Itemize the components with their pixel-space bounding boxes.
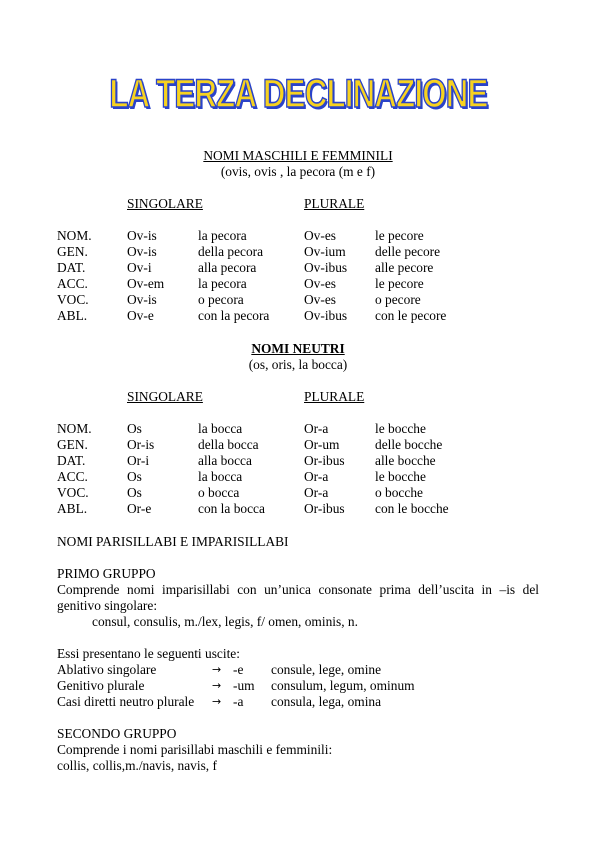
table-cell-plural-form: Ov-es	[304, 276, 336, 291]
table-cell-plural-form: Ov-es	[304, 292, 336, 307]
table-cell-plural-translation: le bocche	[375, 469, 426, 484]
table-cell-singular-form: Ov-e	[127, 308, 154, 323]
table-cell-plural-translation: le bocche	[375, 421, 426, 436]
table-cell-singular-form: Or-is	[127, 437, 155, 452]
table-cell-case-label: ABL.	[57, 308, 88, 323]
table-cell-plural-form: Or-a	[304, 469, 329, 484]
parisyllabic-heading: NOMI PARISILLABI E IMPARISILLABI	[57, 534, 289, 549]
table-cell-plural-translation: delle pecore	[375, 244, 441, 259]
table-cell-singular-translation: la bocca	[198, 469, 243, 484]
table-cell-singular-translation: della bocca	[198, 437, 259, 452]
table-cell-plural-form: Ov-ibus	[304, 308, 348, 323]
page-title: LA TERZA DECLINAZIONE	[108, 72, 488, 116]
table-cell-case-label: GEN.	[57, 437, 88, 452]
section2-subheading: (os, oris, la bocca)	[248, 357, 348, 372]
ending-suffix: -a	[233, 694, 244, 709]
section1-singular-label: SINGOLARE	[127, 196, 203, 211]
table-cell-singular-form: Or-i	[127, 453, 150, 468]
table-cell-case-label: ACC.	[57, 469, 88, 484]
table-cell-plural-translation: con le pecore	[375, 308, 447, 323]
table-cell-plural-translation: alle pecore	[375, 260, 434, 275]
table-cell-case-label: ABL.	[57, 501, 88, 516]
table-cell-singular-translation: la pecora	[198, 276, 247, 291]
table-cell-plural-form: Ov-es	[304, 228, 336, 243]
table-cell-case-label: DAT.	[57, 453, 86, 468]
table-cell-singular-form: Ov-is	[127, 244, 157, 259]
table-cell-case-label: VOC.	[57, 292, 89, 307]
table-cell-singular-form: Ov-is	[127, 292, 157, 307]
table-cell-plural-translation: o pecore	[375, 292, 421, 307]
table-cell-plural-translation: le pecore	[375, 228, 424, 243]
table-cell-singular-translation: con la bocca	[198, 501, 265, 516]
table-cell-plural-translation: o bocche	[375, 485, 423, 500]
ending-label: Casi diretti neutro plurale	[57, 694, 195, 709]
table-cell-plural-translation: alle bocche	[375, 453, 436, 468]
table-cell-plural-translation: con le bocche	[375, 501, 449, 516]
table-cell-plural-translation: le pecore	[375, 276, 424, 291]
table-cell-plural-form: Ov-ium	[304, 244, 346, 259]
ending-suffix: -um	[233, 678, 255, 693]
table-cell-case-label: DAT.	[57, 260, 86, 275]
table-cell-singular-translation: o pecora	[198, 292, 244, 307]
table-cell-case-label: GEN.	[57, 244, 88, 259]
section1-heading: NOMI MASCHILI E FEMMINILI	[203, 148, 393, 163]
section1-plural-label: PLURALE	[304, 196, 365, 211]
table-cell-singular-translation: alla bocca	[198, 453, 252, 468]
table-cell-case-label: NOM.	[57, 228, 92, 243]
table-cell-plural-form: Or-a	[304, 421, 329, 436]
page-title-wrap	[0, 72, 596, 117]
table-cell-singular-translation: alla pecora	[198, 260, 257, 275]
table-cell-plural-form: Ov-ibus	[304, 260, 348, 275]
arrow-icon: →	[212, 679, 222, 692]
table-cell-singular-translation: con la pecora	[198, 308, 270, 323]
group1-intro: Essi presentano le seguenti uscite:	[57, 646, 240, 661]
section2-singular-label: SINGOLARE	[127, 389, 203, 404]
table-cell-singular-form: Os	[127, 421, 142, 436]
ending-examples: consula, lega, omina	[271, 694, 382, 709]
table-cell-plural-translation: delle bocche	[375, 437, 443, 452]
ending-suffix: -e	[233, 662, 244, 677]
table-cell-singular-translation: la bocca	[198, 421, 243, 436]
table-cell-plural-form: Or-a	[304, 485, 329, 500]
ending-label: Genitivo plurale	[57, 678, 145, 693]
group2-text: Comprende i nomi parisillabi maschili e femminili:	[57, 742, 333, 757]
group2-heading: SECONDO GRUPPO	[57, 726, 177, 741]
ending-label: Ablativo singolare	[57, 662, 157, 677]
section2-heading: NOMI NEUTRI	[251, 341, 345, 356]
arrow-icon: →	[212, 663, 222, 676]
table-cell-plural-form: Or-ibus	[304, 501, 345, 516]
ending-examples: consulum, legum, ominum	[271, 678, 415, 693]
group1-heading: PRIMO GRUPPO	[57, 566, 156, 581]
table-cell-singular-form: Os	[127, 485, 142, 500]
table-cell-singular-form: Ov-i	[127, 260, 152, 275]
table-cell-case-label: NOM.	[57, 421, 92, 436]
arrow-icon: →	[212, 695, 222, 708]
table-cell-singular-translation: della pecora	[198, 244, 264, 259]
section1-subheading: (ovis, ovis , la pecora (m e f)	[220, 164, 376, 179]
table-cell-case-label: ACC.	[57, 276, 88, 291]
table-cell-singular-form: Os	[127, 469, 142, 484]
group2-examples: collis, collis,m./navis, navis, f	[57, 758, 217, 773]
table-cell-plural-form: Or-um	[304, 437, 340, 452]
table-cell-singular-form: Or-e	[127, 501, 152, 516]
table-cell-singular-translation: la pecora	[198, 228, 247, 243]
table-cell-singular-form: Ov-is	[127, 228, 157, 243]
table-cell-singular-form: Ov-em	[127, 276, 165, 291]
table-cell-singular-translation: o bocca	[198, 485, 240, 500]
group1-text: Comprende nomi imparisillabi con un’unica consonate prima dell’uscita in –is del genitivo singolare:	[57, 582, 539, 613]
group1-examples: consul, consulis, m./lex, legis, f/ omen, ominis, n.	[92, 614, 358, 629]
section2-plural-label: PLURALE	[304, 389, 365, 404]
table-cell-plural-form: Or-ibus	[304, 453, 345, 468]
table-cell-case-label: VOC.	[57, 485, 89, 500]
ending-examples: consule, lege, omine	[271, 662, 382, 677]
